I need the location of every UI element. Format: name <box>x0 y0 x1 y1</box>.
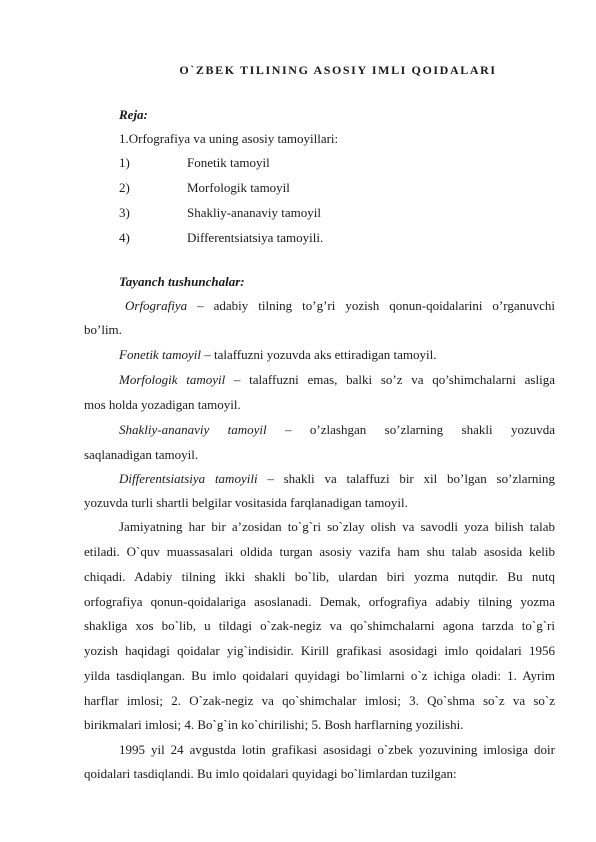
reja-item-number: 3) <box>119 205 130 220</box>
paragraph-line: birikmalari imlosi; 4. Bo`g`in ko`chirilishi; 5. Bosh harflarning yozilishi. <box>84 717 464 732</box>
reja-item-number: 1) <box>119 155 130 170</box>
paragraph-line: orfografiya qonun-qoidalariga asoslanadi. Demak, orfografiya adabiy tilning yozma <box>84 594 555 609</box>
paragraph-line: qoidalari tasdiqlandi. Bu imlo qoidalari quyidagi bo`limlardan tuzilgan: <box>84 766 457 781</box>
paragraph-line: 1995 yil 24 avgustda lotin grafikasi asosidagi o`zbek yozuvining imlosiga doir <box>119 742 555 757</box>
paragraph-line: shakliga xos bo`lib, u tildagi o`zak-negiz va qo`shimchalarni agona tarzda to`g`ri <box>84 618 555 633</box>
reja-item-number: 2) <box>119 180 130 195</box>
reja-item-text: Differentsiatsiya tamoyili. <box>187 230 324 245</box>
definition-line <box>119 471 555 487</box>
definition-line <box>119 347 436 363</box>
definition-line <box>119 422 555 438</box>
reja-item-text: Fonetik tamoyil <box>187 155 270 170</box>
reja-item-number: 4) <box>119 230 130 245</box>
definition-continuation: bo’lim. <box>84 322 122 337</box>
tayanch-heading: Tayanch tushunchalar: <box>119 274 245 289</box>
paragraph-line: chiqadi. Adabiy tilning ikki shakli bo`lib, ulardan biri yozma nutqdir. Bu nutq <box>84 569 555 584</box>
definition-term: Fonetik tamoyil <box>119 347 201 362</box>
paragraph-line: yilda tasdiqlangan. Bu imlo qoidalari quyidagi bo`limlarni o`z ichiga oladi: 1. Ayrim <box>84 668 555 683</box>
definition-text: – adabiy tilning to’g’ri yozish qonun-qoidalarini o’rganuvchi <box>187 298 555 313</box>
reja-item-text: Morfologik tamoyil <box>187 180 290 195</box>
reja-heading: Reja: <box>119 107 148 122</box>
definition-text: – shakli va talaffuzi bir xil bo’lgan so’zlarning <box>257 471 556 486</box>
definition-continuation: yozuvda turli shartli belgilar vositasida farqlanadigan tamoyil. <box>84 495 408 510</box>
paragraph-line: harflar imlosi; 2. O`zak-negiz va qo`shimchalar imlosi; 3. Qo`shma so`z va so`z <box>84 693 555 708</box>
reja-item-text: Shakliy-ananaviy tamoyil <box>187 205 321 220</box>
definition-continuation: mos holda yozadigan tamoyil. <box>84 397 241 412</box>
definition-continuation: saqlanadigan tamoyil. <box>84 447 199 462</box>
reja-intro: 1.Orfografiya va uning asosiy tamoyillari: <box>119 131 339 146</box>
definition-term: Orfografiya <box>125 298 188 313</box>
definition-term: Shakliy-ananaviy tamoyil <box>119 422 267 437</box>
paragraph-line: etiladi. O`quv muassasalari oldida turgan asosiy vazifa ham shu talab asosida kelib <box>84 544 555 559</box>
paragraph-line: Jamiyatning har bir a’zosidan to`g`ri so`zlay olish va savodli yoza bilish talab <box>119 519 555 534</box>
definition-term: Morfologik tamoyil <box>119 372 226 387</box>
definition-term: Differentsiatsiya tamoyili <box>119 471 258 486</box>
definition-line <box>119 372 555 388</box>
definition-text: – talaffuzni yozuvda aks ettiradigan tamoyil. <box>200 347 437 362</box>
definition-text: – talaffuzni emas, balki so’z va qo’shimchalarni asliga <box>225 372 555 387</box>
page-title: O`ZBEK TILINING ASOSIY IMLI QOIDALARI <box>179 63 497 77</box>
definition-text: – o’zlashgan so’zlarning shakli yozuvda <box>266 422 555 437</box>
definition-line <box>125 298 555 314</box>
paragraph-line: yozish haqidagi qoidalar yig`indisidir. Kirill grafikasi asosidagi imlo qoidalari 1956 <box>84 643 555 658</box>
